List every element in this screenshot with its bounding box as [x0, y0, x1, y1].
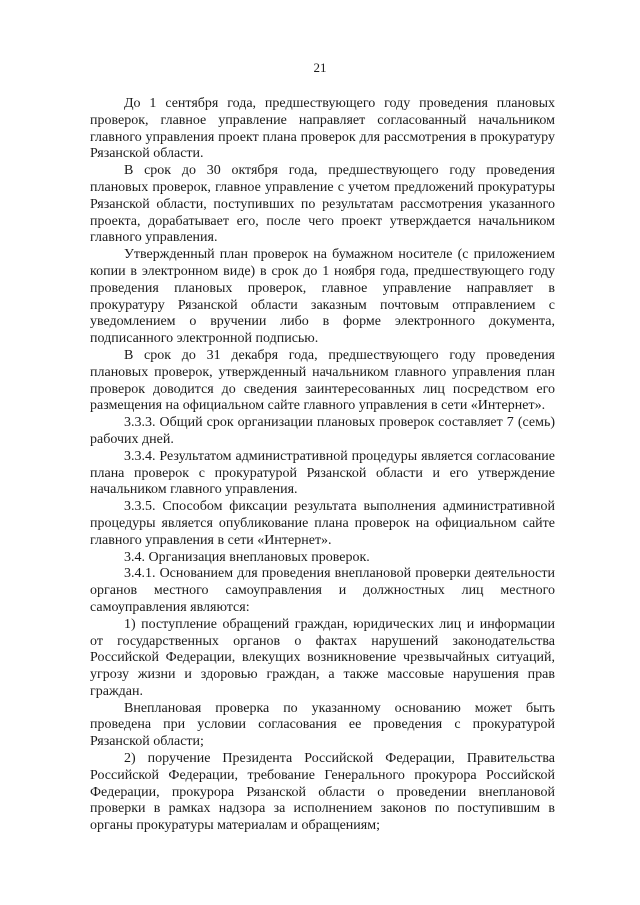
paragraph-plan-submission: До 1 сентября года, предшествующего году проведения плановых проверок, главное управление направляет согласованный начальником главного управления проект плана проверок для рассмотрения в прокуратуру Рязанской области. [90, 96, 555, 162]
page-number: 21 [313, 60, 327, 75]
list-item-2: 2) поручение Президента Российской Федерации, Правительства Российской Федерации, требование Генерального прокурора Российской Федерации, прокурора Рязанской области о проведении внеплановой проверки в рамках надзора за исполнением законов по поступившим в органы прокуратуры материалам и обращениям; [90, 751, 555, 834]
paragraph-plan-dispatch: Утвержденный план проверок на бумажном носителе (с приложением копии в электронном виде) в срок до 1 ноября года, предшествующего году проведения плановых проверок, главное управление направляет в прокуратуру Рязанской области заказным почтовым отправлением с уведомлением о вручении либо в форме электронного документа, подписанного электронной подписью. [90, 247, 555, 347]
paragraph-3-3-4: 3.3.4. Результатом административной процедуры является согласование плана проверок с прокуратурой Рязанской области и его утверждение начальником главного управления. [90, 448, 555, 498]
paragraph-plan-revision: В срок до 30 октября года, предшествующего году проведения плановых проверок, главное управление с учетом предложений прокуратуры Рязанской области, поступивших по результатам рассмотрения указанного проекта, дорабатывает его, после чего проект утверждается начальником главного управления. [90, 163, 555, 246]
paragraph-3-4-1: 3.4.1. Основанием для проведения внеплановой проверки деятельности органов местного самоуправления и должностных лиц местного самоуправления являются: [90, 566, 555, 615]
paragraph-plan-publication: В срок до 31 декабря года, предшествующего году проведения плановых проверок, утвержденный начальником главного управления план проверок доводится до сведения заинтересованных лиц посредством его размещения на официальном сайте главного управления в сети «Интернет». [90, 347, 555, 414]
section-heading-3-4: 3.4. Организация внеплановых проверок. [124, 549, 370, 565]
paragraph-unscheduled-condition: Внеплановая проверка по указанному основанию может быть проведена при условии согласования ее проведения с прокуратурой Рязанской области; [90, 700, 555, 750]
paragraph-3-3-5: 3.3.5. Способом фиксации результата выполнения административной процедуры является опубликование плана проверок на официальном сайте главного управления в сети «Интернет». [90, 499, 555, 548]
paragraph-3-3-3: 3.3.3. Общий срок организации плановых проверок составляет 7 (семь) рабочих дней. [90, 415, 555, 447]
list-item-1: 1) поступление обращений граждан, юридических лиц и информации от государственных органов о фактах нарушений законодательства Российской Федерации, влекущих возникновение чрезвычайных ситуаций, угрозу жизни и здоровью граждан, а также массовые нарушения прав граждан. [90, 616, 555, 699]
document-body [90, 96, 555, 835]
